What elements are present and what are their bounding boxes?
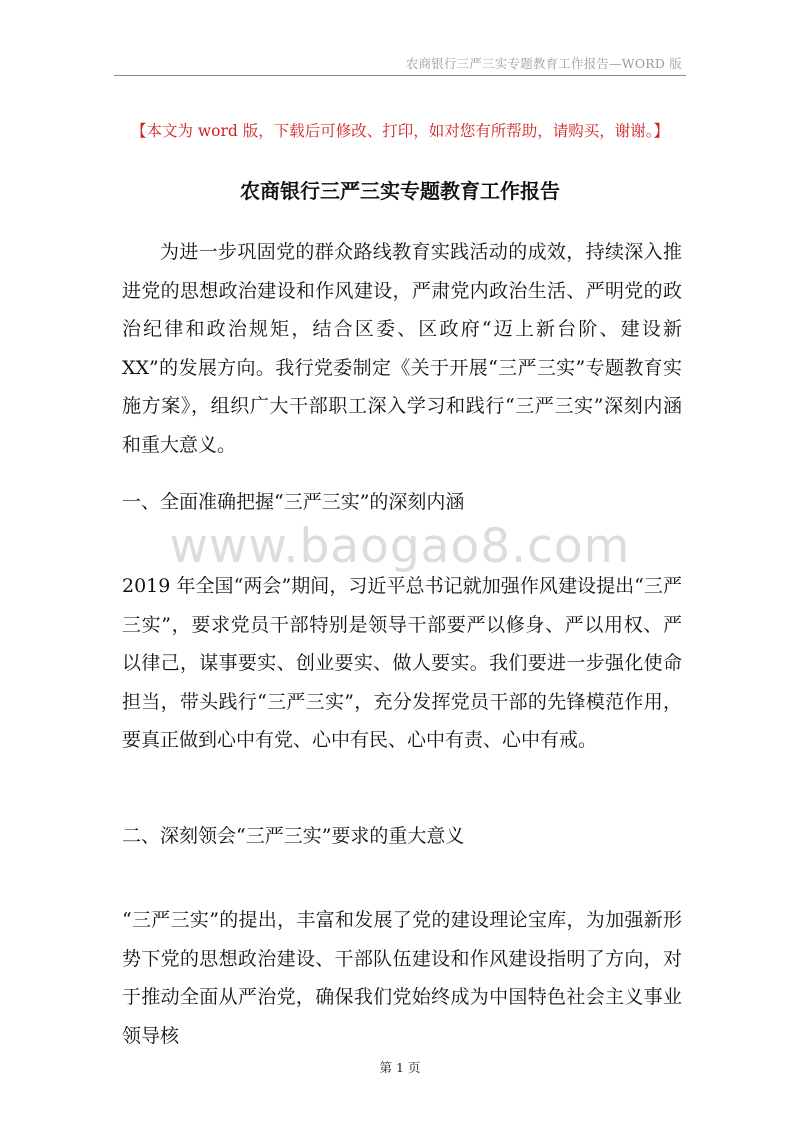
section-2-heading: 二、深刻领会“三严三实”要求的重大意义 (122, 825, 465, 847)
page-header-text: 农商银行三严三实专题教育工作报告—WORD 版 (405, 56, 682, 71)
section-1-heading: 一、全面准确把握“三严三实”的深刻内涵 (122, 491, 465, 513)
section-2-body: “三严三实”的提出，丰富和发展了党的建设理论宝库，为加强新形势下党的思想政治建设、干部队伍建设和作风建设指明了方向，对于推动全面从严治党，确保我们党始终成为中国特色社会主义事业领导核 (122, 909, 682, 1047)
download-notice: 【本文为 word 版，下载后可修改、打印，如对您有所帮助，请购买，谢谢。】 (130, 122, 670, 140)
header-divider (114, 75, 686, 76)
intro-paragraph: 为进一步巩固党的群众路线教育实践活动的成效，持续深入推进党的思想政治建设和作风建设，严肃党内政治生活、严明党的政治纪律和政治规矩，结合区委、区政府“迈上新台阶、建设新 XX”的发展方向。我行党委制定《关于开展“三严三实”专题教育实施方案》，组织广大干部职工深入学习和践行“三严三实”深刻内涵和重大意义。 (122, 241, 682, 456)
document-title: 农商银行三严三实专题教育工作报告 (240, 179, 560, 203)
section-1-body: 2019 年全国“两会”期间，习近平总书记就加强作风建设提出“三严三实”，要求党员干部特别是领导干部要严以修身、严以用权、严以律己，谋事要实、创业要实、做人要实。我们要进一步强化使命担当，带头践行“三严三实”，充分发挥党员干部的先锋模范作用，要真正做到心中有党、心中有民、心中有责、心中有戒。 (122, 575, 682, 751)
watermark: www.baogao8.com (169, 519, 631, 574)
page-number: 第 1 页 (379, 1060, 421, 1075)
